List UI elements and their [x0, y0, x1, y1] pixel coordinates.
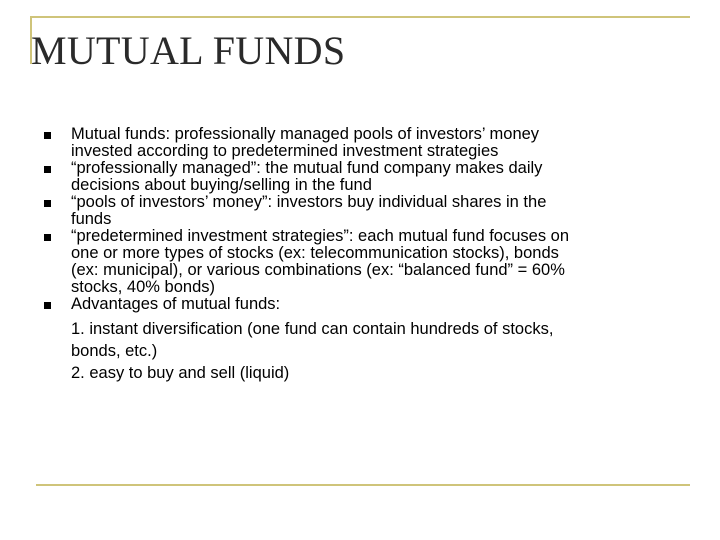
square-bullet-icon: [44, 302, 51, 309]
square-bullet-icon: [44, 166, 51, 173]
bullet-item: [44, 194, 684, 228]
bottom-rule: [36, 484, 690, 486]
bullet-line: “pools of investors’ money”: investors buy individual shares in the: [71, 193, 547, 211]
bullet-line: Advantages of mutual funds:: [71, 295, 281, 313]
bullet-item: [44, 228, 684, 296]
bullet-item: [44, 160, 684, 194]
square-bullet-icon: [44, 234, 51, 241]
sub-line: bonds, etc.): [71, 342, 158, 360]
bullet-item: [44, 296, 684, 384]
slide-title: MUTUAL FUNDS: [31, 28, 346, 73]
sub-line: 2. easy to buy and sell (liquid): [71, 364, 290, 382]
bullet-line: one or more types of stocks (ex: telecommunication stocks), bonds: [71, 244, 559, 262]
square-bullet-icon: [44, 200, 51, 207]
square-bullet-icon: [44, 132, 51, 139]
bullet-item: [44, 126, 684, 160]
bullet-list: [44, 126, 684, 384]
top-rule: [30, 16, 690, 18]
bullet-line: invested according to predetermined investment strategies: [71, 142, 499, 160]
bullet-line: stocks, 40% bonds): [71, 278, 215, 296]
bullet-line: (ex: municipal), or various combinations (ex: “balanced fund” = 60%: [71, 261, 565, 279]
sub-line: 1. instant diversification (one fund can contain hundreds of stocks,: [71, 320, 554, 338]
advantages-sublist: [71, 318, 684, 384]
bullet-line: “professionally managed”: the mutual fund company makes daily: [71, 159, 543, 177]
bullet-line: decisions about buying/selling in the fund: [71, 176, 372, 194]
bullet-line: “predetermined investment strategies”: each mutual fund focuses on: [71, 227, 570, 245]
bullet-line: funds: [71, 210, 112, 228]
bullet-line: Mutual funds: professionally managed pools of investors’ money: [71, 125, 540, 143]
